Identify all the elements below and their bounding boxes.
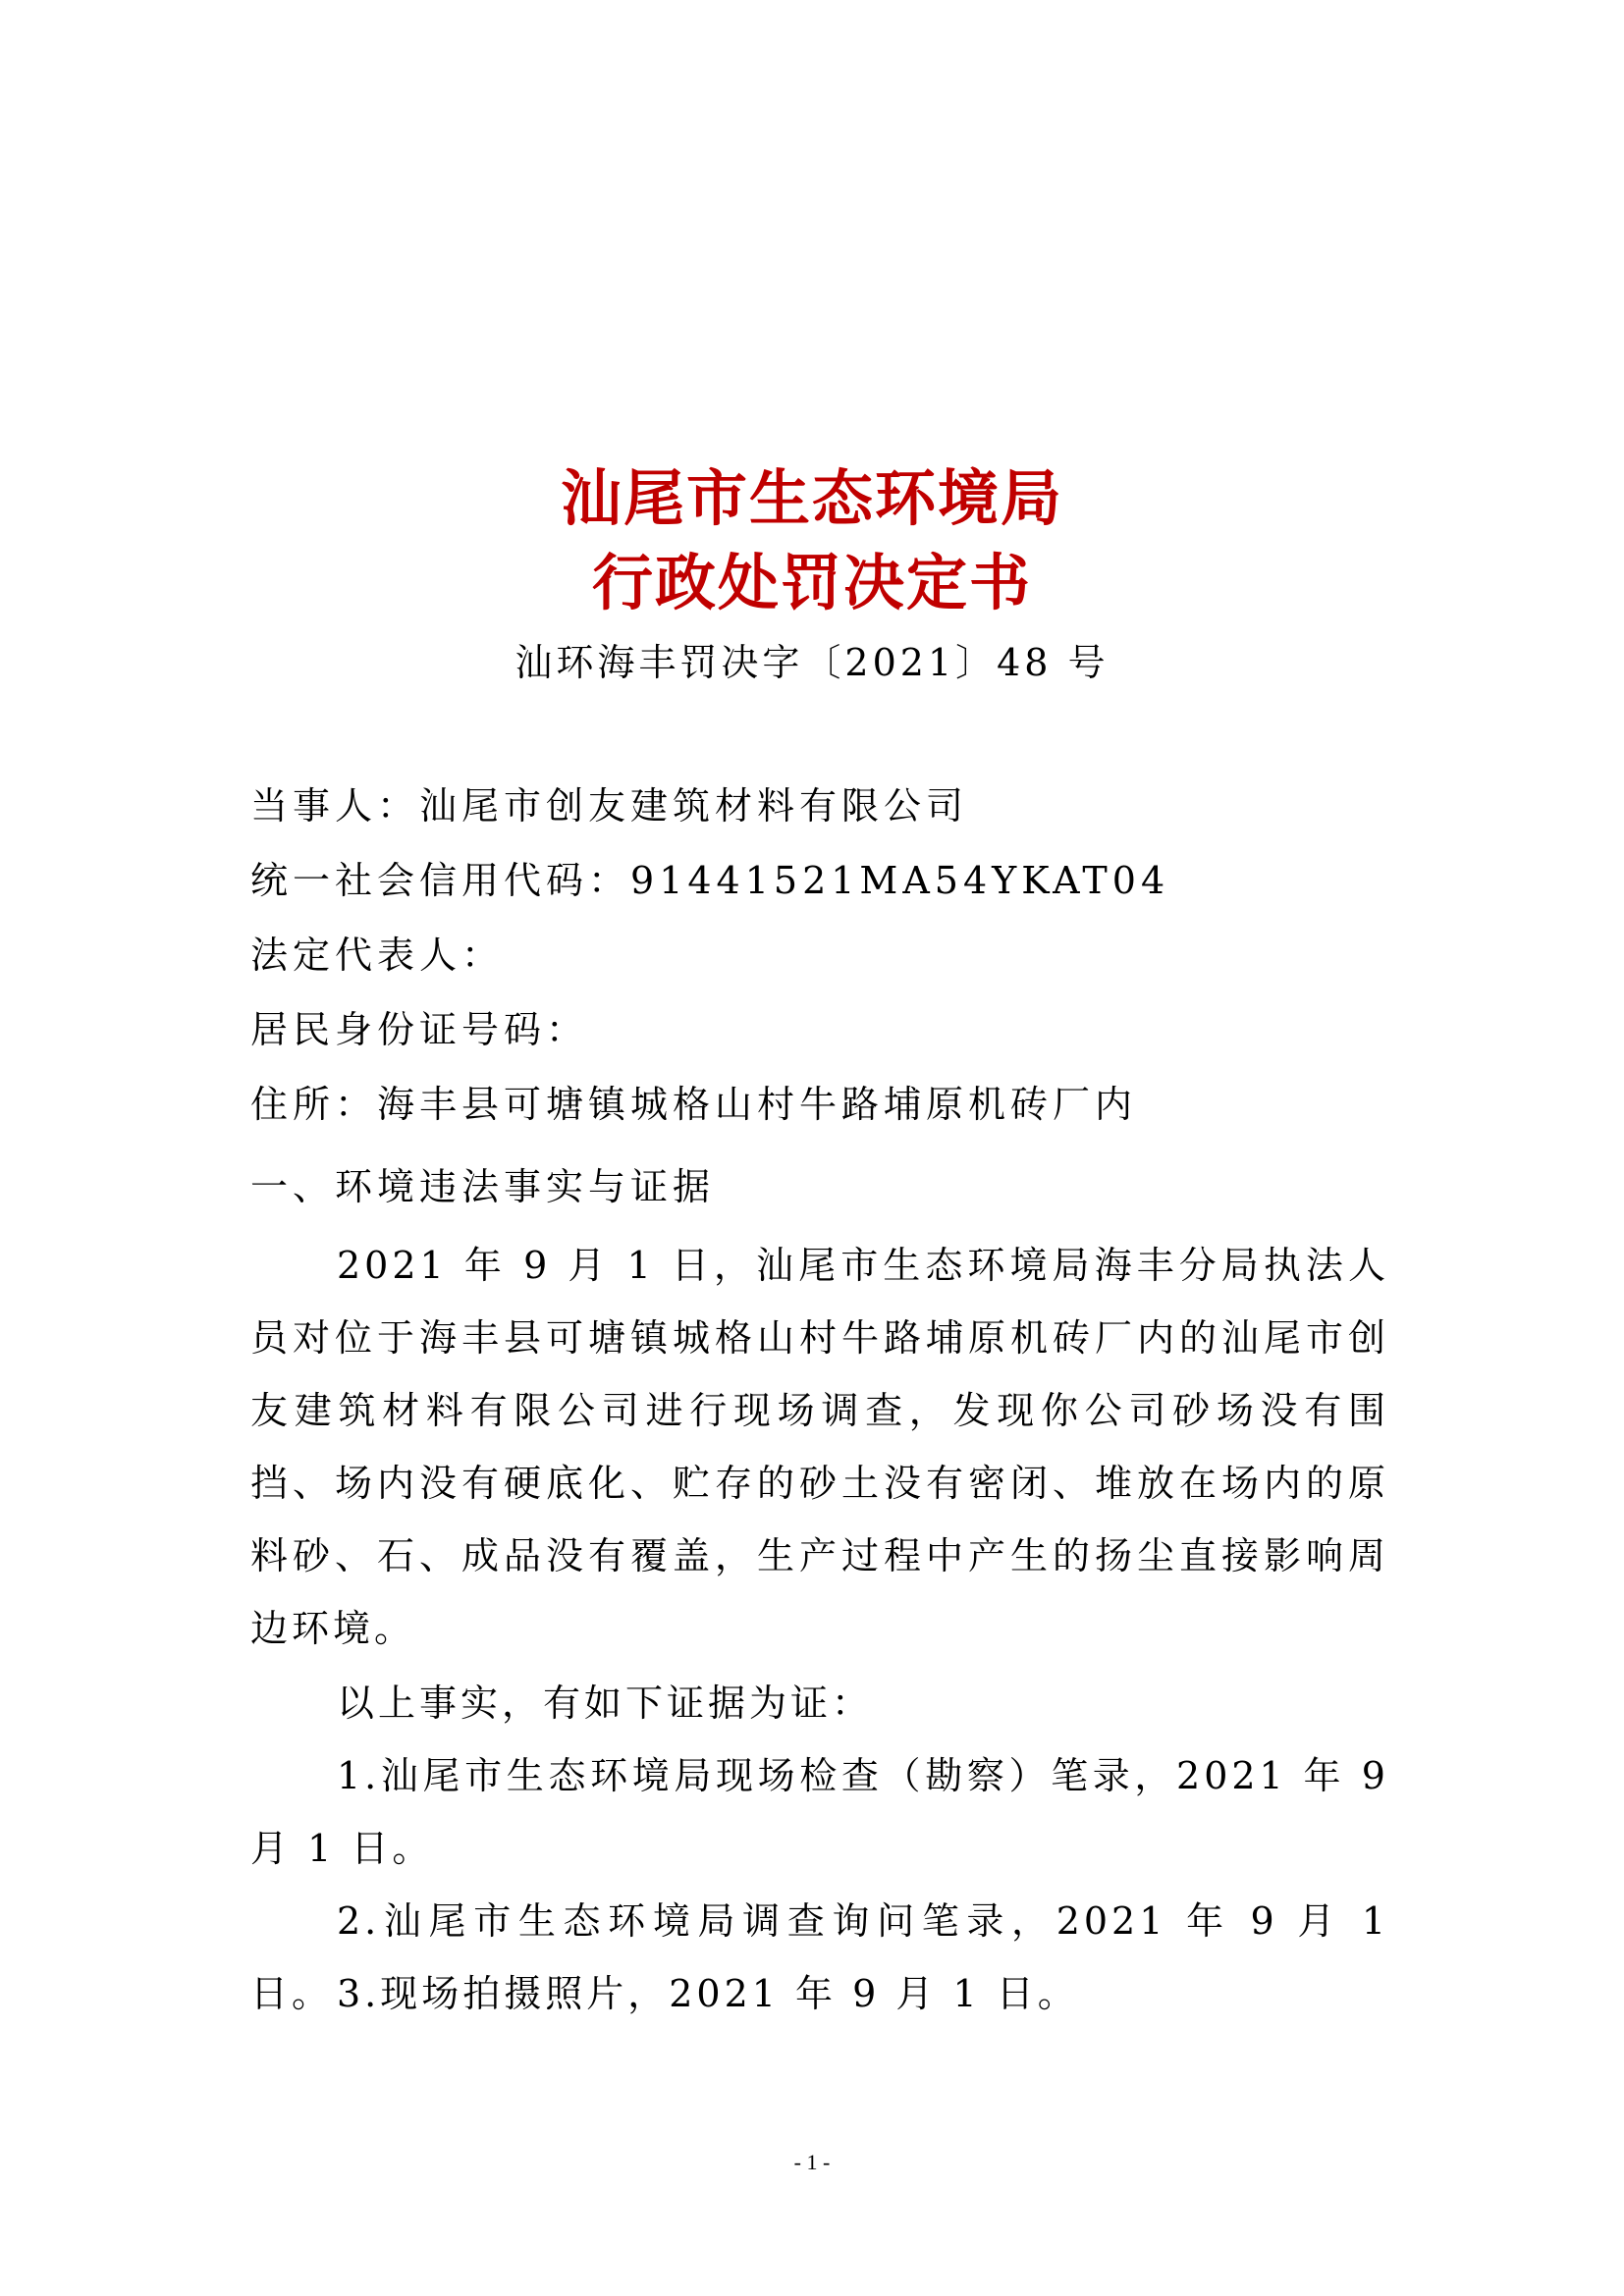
- id-number-label: 居民身份证号码：: [250, 1008, 589, 1051]
- evidence-intro-paragraph: 以上事实，有如下证据为证：: [337, 1682, 874, 1725]
- evidence-item: 3.现场拍摄照片，2021 年 9 月 1 日。: [337, 1972, 1079, 2015]
- violation-facts-paragraph: 2021 年 9 月 1 日，汕尾市生态环境局海丰分局执法人员对位于海丰县可塘镇城格山村牛路埔原机砖厂内的汕尾市创友建筑材料有限公司进行现场调查，发现你公司砂场没有围挡、场内没有硬底化、贮存的砂土没有密闭、堆放在场内的原料砂、石、成品没有覆盖，生产过程中产生的扬尘直接影响周边环境。: [250, 1244, 1389, 1650]
- page-number: - 1 -: [793, 2150, 831, 2174]
- document-title-type: 行政处罚决定书: [591, 547, 1032, 618]
- section-heading-violation-facts: 一、环境违法事实与证据: [250, 1165, 716, 1208]
- address-row: [250, 1080, 1389, 1129]
- evidence-item: 1.汕尾市生态环境局现场检查（勘察）笔录，2021 年 9 月 1 日。: [250, 1754, 1389, 1870]
- party-name-row: [250, 781, 1389, 830]
- document-title-agency: 汕尾市生态环境局: [560, 462, 1063, 534]
- evidence-item: 2.汕尾市生态环境局调查询问笔录，2021 年 9 月 1 日。: [250, 1899, 1389, 2015]
- address-value: 海丰县可塘镇城格山村牛路埔原机砖厂内: [377, 1083, 1138, 1126]
- id-number-row: [250, 1005, 1389, 1054]
- legal-rep-row: [250, 931, 1389, 980]
- credit-code-value: 91441521MA54YKAT04: [630, 859, 1170, 902]
- legal-rep-label: 法定代表人：: [250, 934, 505, 977]
- party-name-label: 当事人：: [250, 784, 420, 828]
- document-number: 汕环海丰罚决字〔2021〕48 号: [514, 641, 1110, 684]
- party-name-value: 汕尾市创友建筑材料有限公司: [419, 784, 969, 828]
- credit-code-row: [250, 856, 1389, 905]
- credit-code-label: 统一社会信用代码：: [250, 859, 631, 902]
- address-label: 住所：: [250, 1083, 378, 1126]
